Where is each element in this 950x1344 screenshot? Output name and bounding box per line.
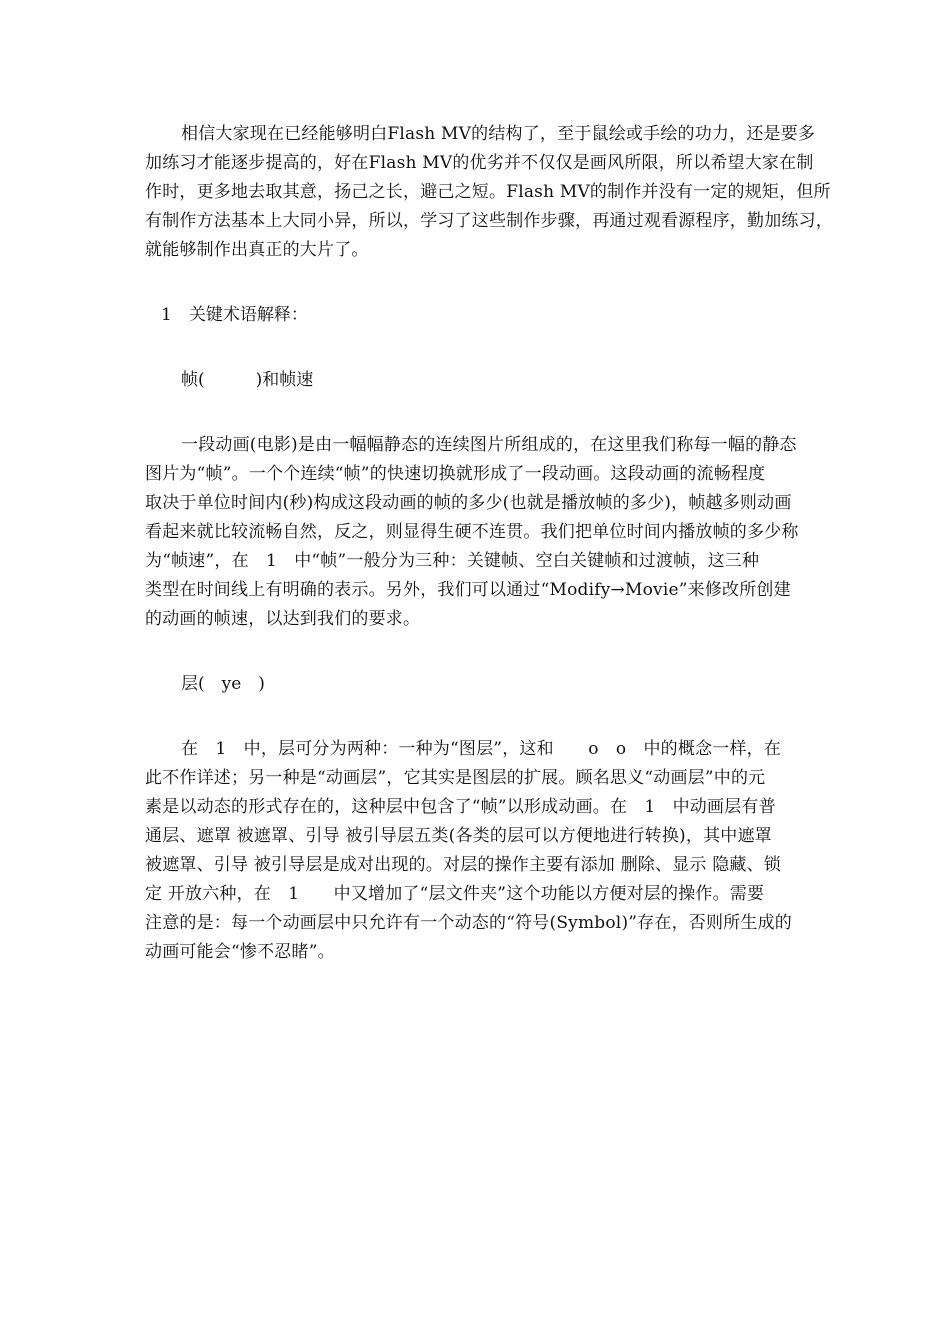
intro-paragraph — [145, 120, 833, 265]
frame-paragraph — [145, 431, 813, 634]
frame-line-4: 看起来就比较流畅自然，反之，则显得生硬不连贯。我们把单位时间内播放帧的多少称 — [145, 522, 799, 542]
layer-subheading: 层( ye ) — [181, 674, 265, 694]
layer-line-3: 素是以动态的形式存在的，这种层中包含了“帧”以形成动画。在 1 中动画层有普 — [145, 797, 776, 817]
frame-line-6: 类型在时间线上有明确的表示。另外，我们可以通过“Modify→Movie”来修改所创建 — [145, 580, 791, 600]
layer-paragraph — [145, 735, 813, 967]
intro-line-2: 加练习才能逐步提高的，好在Flash MV的优劣并不仅仅是画风所限，所以希望大家在制 — [145, 153, 814, 173]
layer-line-7: 注意的是：每一个动画层中只允许有一个动态的“符号(Symbol)”存在，否则所生成的 — [145, 913, 792, 933]
layer-line-1: 在 1 中，层可分为两种：一种为“图层”，这和 o o 中的概念一样，在 — [181, 739, 782, 759]
layer-line-5: 被遮罩、引导 被引导层是成对出现的。对层的操作主要有添加 删除、显示 隐藏、锁 — [145, 855, 782, 875]
layer-line-6: 定 开放六种，在 1 中又增加了“层文件夹”这个功能以方便对层的操作。需要 — [145, 884, 765, 904]
intro-line-1: 相信大家现在已经能够明白Flash MV的结构了，至于鼠绘或手绘的功力，还是要多 — [181, 124, 816, 144]
intro-line-3: 作时，更多地去取其意，扬己之长，避己之短。Flash MV的制作并没有一定的规矩，但所 — [145, 182, 831, 202]
layer-line-4: 通层、遮罩 被遮罩、引导 被引导层五类(各类的层可以方便地进行转换)，其中遮罩 — [145, 826, 772, 846]
frame-line-2: 图片为“帧”。一个个连续“帧”的快速切换就形成了一段动画。这段动画的流畅程度 — [145, 464, 766, 484]
frame-line-1: 一段动画(电影)是由一幅幅静态的连续图片所组成的，在这里我们称每一幅的静态 — [181, 435, 797, 455]
document-page — [145, 120, 833, 967]
layer-line-8: 动画可能会“惨不忍睹”。 — [145, 942, 335, 962]
frame-line-5: 为“帧速”，在 1 中“帧”一般分为三种：关键帧、空白关键帧和过渡帧，这三种 — [145, 551, 760, 571]
layer-line-2: 此不作详述；另一种是“动画层”，它其实是图层的扩展。顾名思义“动画层”中的元 — [145, 768, 766, 788]
frame-line-7: 的动画的帧速，以达到我们的要求。 — [145, 609, 421, 629]
frame-subheading: 帧( )和帧速 — [181, 370, 314, 390]
intro-line-5: 就能够制作出真正的大片了。 — [145, 240, 369, 260]
frame-line-3: 取决于单位时间内(秒)构成这段动画的帧的多少(也就是播放帧的多少)，帧越多则动画 — [145, 493, 792, 513]
section-1-heading: 1 关键术语解释： — [161, 305, 308, 325]
intro-line-4: 有制作方法基本上大同小异，所以，学习了这些制作步骤，再通过观看源程序，勤加练习， — [145, 211, 833, 231]
